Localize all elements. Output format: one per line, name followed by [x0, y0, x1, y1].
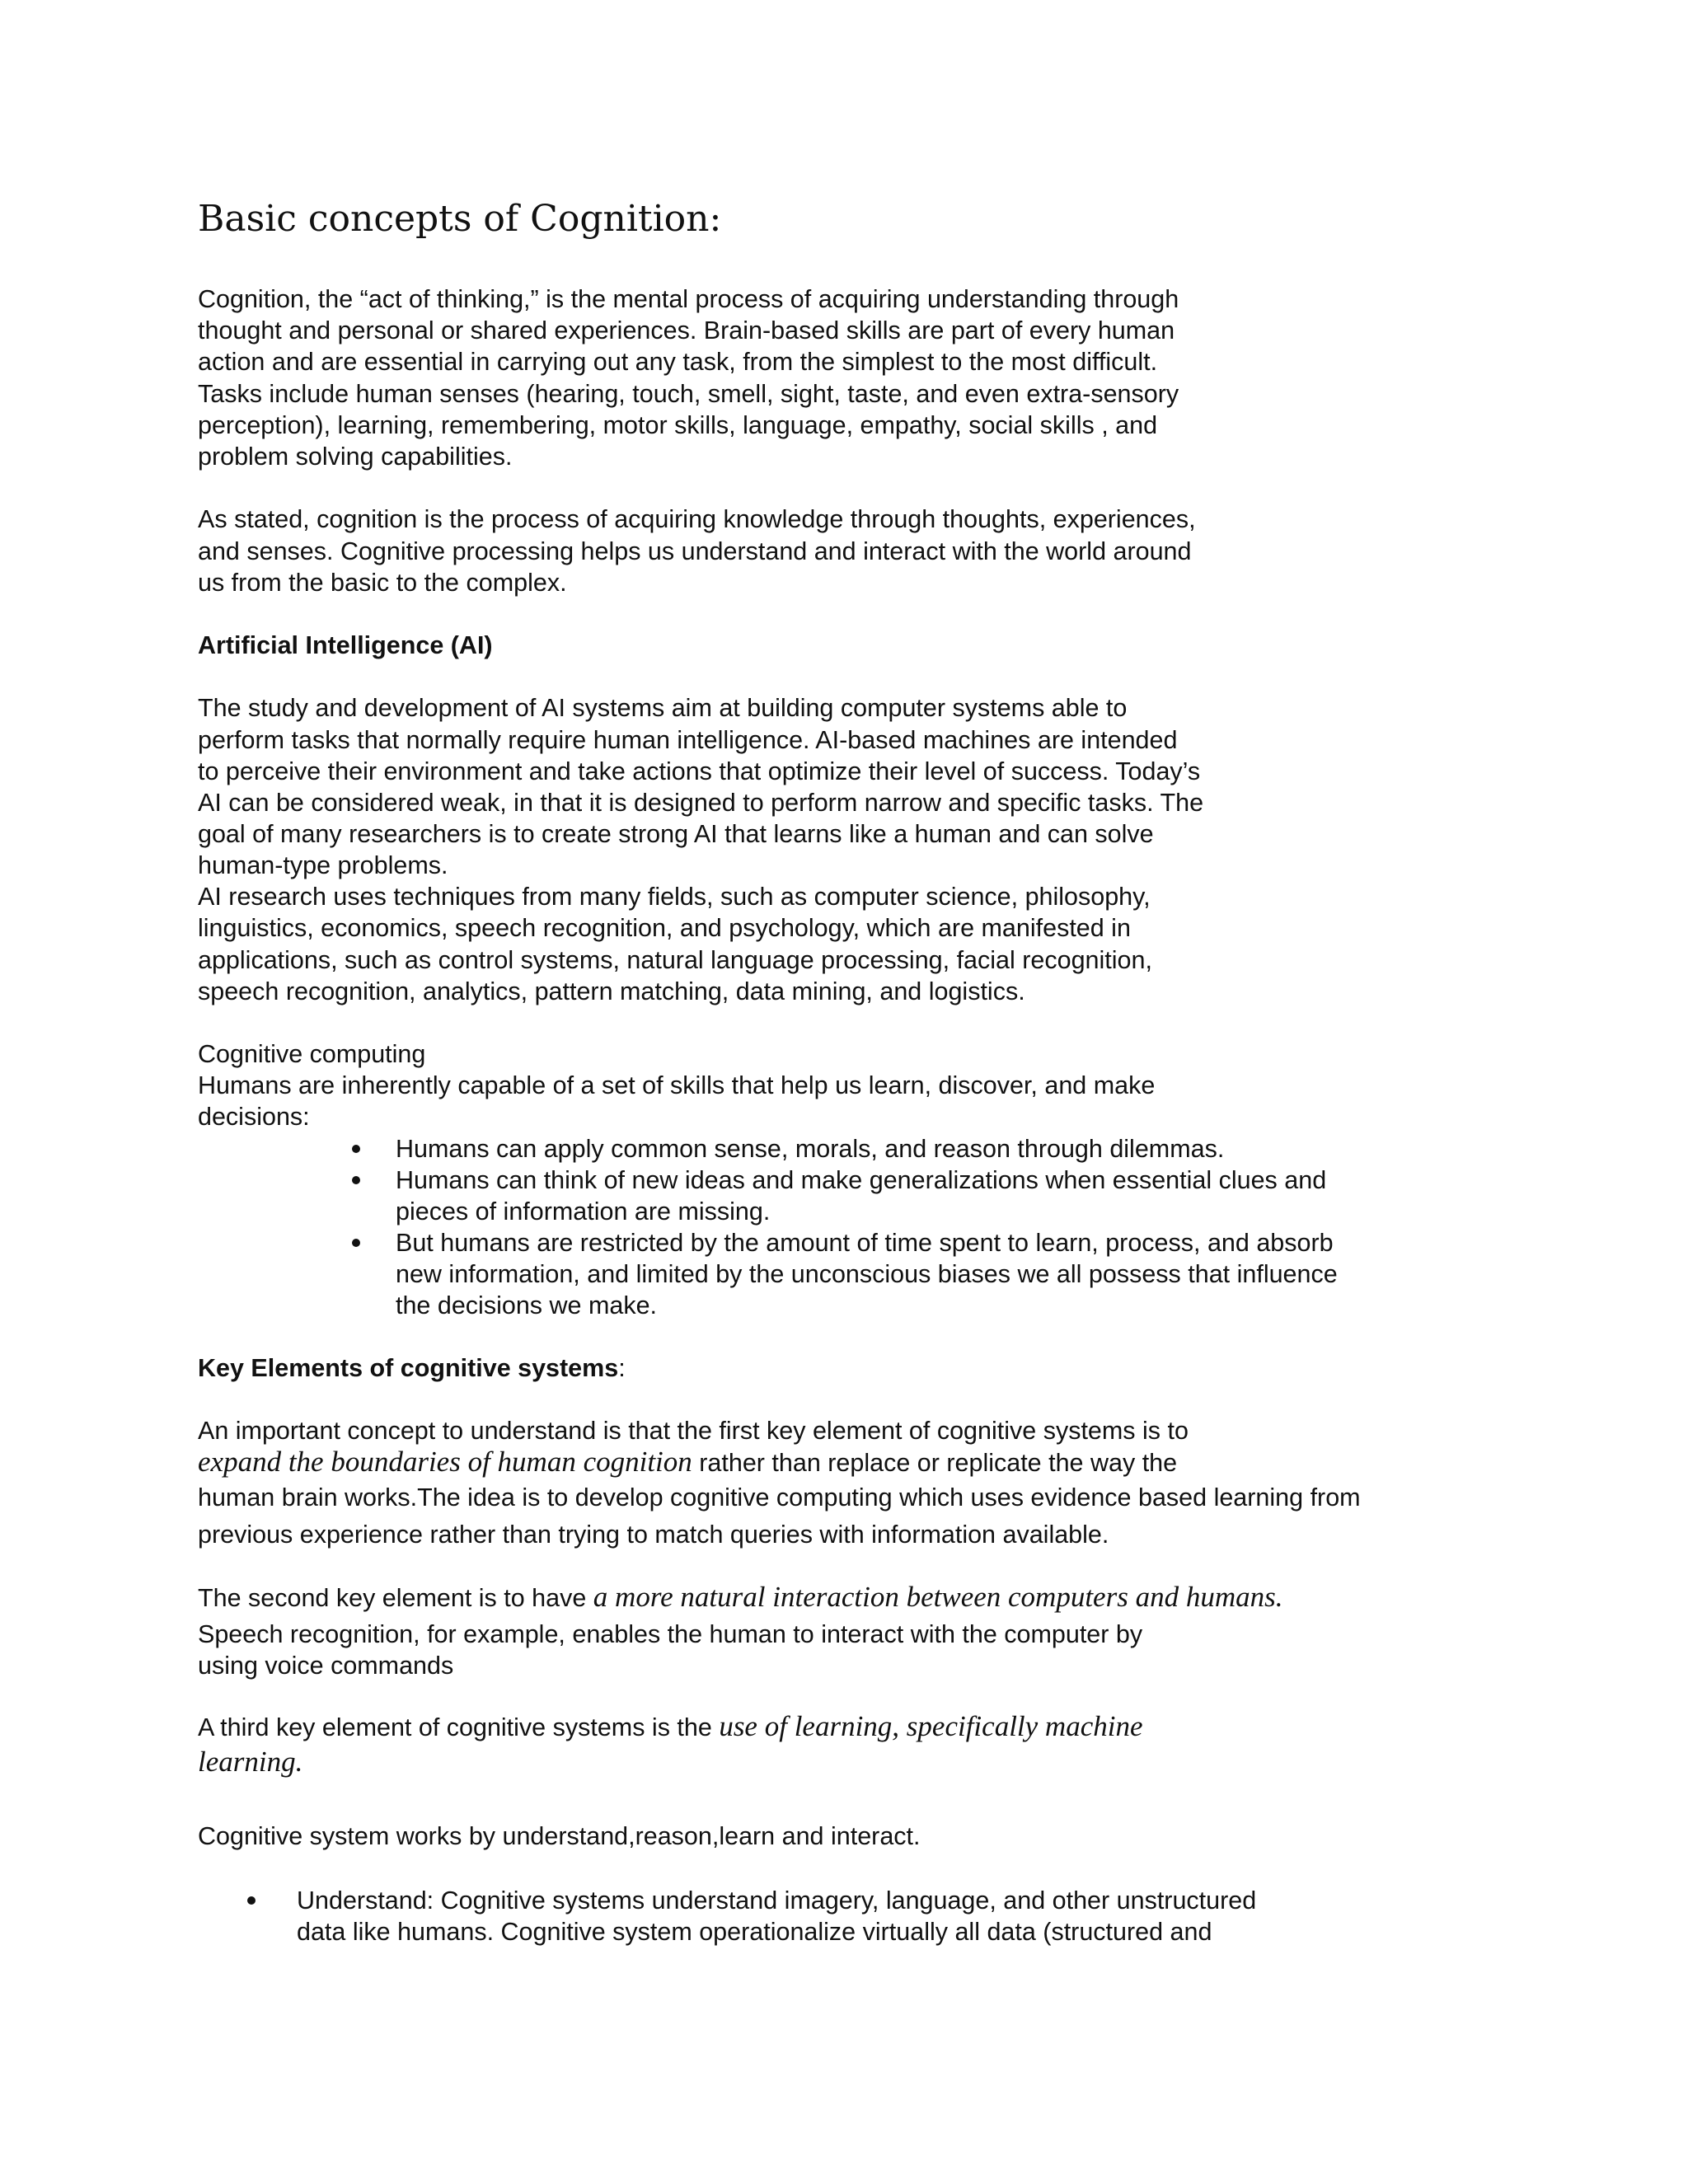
- cc-bullet-2-line-2: pieces of information are missing.: [396, 1197, 771, 1226]
- page-title: Basic concepts of Cognition:: [198, 198, 722, 240]
- intro-p1-line-1: Cognition, the “act of thinking,” is the mental process of acquiring understanding through: [198, 285, 1179, 313]
- ai-p1-line-6: human-type problems.: [198, 851, 448, 879]
- ai-p1-line-2: perform tasks that normally require human intelligence. AI-based machines are intended: [198, 726, 1178, 754]
- ke-p1-line-4: previous experience rather than trying to match queries with information available.: [198, 1521, 1109, 1549]
- ke-bullet-line-2: data like humans. Cognitive system operationalize virtually all data (structured and: [297, 1918, 1212, 1946]
- cc-bullet-2-line-1: Humans can think of new ideas and make generalizations when essential clues and: [396, 1166, 1327, 1194]
- ke-p2-line-1: [198, 1582, 1282, 1614]
- key-elements-heading-colon: :: [618, 1354, 626, 1382]
- bullet-dot-2: [352, 1176, 360, 1184]
- ke-p3-line-1-plain: A third key element of cognitive systems is the: [198, 1713, 720, 1741]
- ai-p1-line-1: The study and development of AI systems aim at building computer systems able to: [198, 694, 1128, 722]
- ai-p1-line-4: AI can be considered weak, in that it is designed to perform narrow and specific tasks. The: [198, 789, 1204, 817]
- intro-p1-line-3: action and are essential in carrying out any task, from the simplest to the most difficult.: [198, 348, 1158, 376]
- key-elements-heading: [198, 1352, 626, 1384]
- key-elements-heading-bold: Key Elements of cognitive systems: [198, 1354, 619, 1382]
- cognitive-computing-intro-line-1: Humans are inherently capable of a set of skills that help us learn, discover, and make: [198, 1071, 1156, 1099]
- ke-p3-line-1: [198, 1711, 1143, 1743]
- ke-p3-italic-learning: learning.: [198, 1746, 303, 1778]
- bullet-dot-4: [247, 1896, 256, 1905]
- ke-p1-line-3: human brain works.The idea is to develop cognitive computing which uses evidence based learning from: [198, 1483, 1361, 1511]
- cc-bullet-3-line-1: But humans are restricted by the amount of time spent to learn, process, and absorb: [396, 1229, 1334, 1257]
- bullet-dot-1: [352, 1145, 360, 1153]
- cc-bullet-3-line-3: the decisions we make.: [396, 1291, 658, 1319]
- intro-p1-line-2: thought and personal or shared experiences. Brain-based skills are part of every human: [198, 316, 1175, 344]
- intro-p2-line-3: us from the basic to the complex.: [198, 569, 567, 597]
- intro-p2-line-1: As stated, cognition is the process of acquiring knowledge through thoughts, experiences,: [198, 505, 1196, 533]
- ke-bullet-line-1: Understand: Cognitive systems understand imagery, language, and other unstructured: [297, 1886, 1257, 1915]
- intro-p1-line-4: Tasks include human senses (hearing, touch, smell, sight, taste, and even extra-sensory: [198, 380, 1179, 408]
- ke-p2-line-1-plain: The second key element is to have: [198, 1584, 593, 1612]
- ke-p2-line-2: Speech recognition, for example, enables the human to interact with the computer by: [198, 1620, 1143, 1648]
- ke-p1-line-2: [198, 1446, 1177, 1479]
- ke-p3-italic-phrase: use of learning, specifically machine: [719, 1710, 1143, 1742]
- ke-p1-line-1: An important concept to understand is that the first key element of cognitive systems is to: [198, 1417, 1189, 1445]
- ke-p2-italic-phrase: a more natural interaction between computers and humans.: [593, 1581, 1283, 1613]
- intro-p1-line-6: problem solving capabilities.: [198, 443, 513, 471]
- ai-p1-line-8: linguistics, economics, speech recognition, and psychology, which are manifested in: [198, 914, 1131, 942]
- cc-bullet-1-line-1: Humans can apply common sense, morals, and reason through dilemmas.: [396, 1135, 1225, 1163]
- cognitive-computing-intro-line-2: decisions:: [198, 1103, 310, 1131]
- cognitive-computing-heading: Cognitive computing: [198, 1040, 426, 1068]
- intro-p2-line-2: and senses. Cognitive processing helps us understand and interact with the world around: [198, 537, 1192, 565]
- ke-p2-line-3: using voice commands: [198, 1652, 454, 1680]
- ai-p1-line-7: AI research uses techniques from many fields, such as computer science, philosophy,: [198, 883, 1151, 911]
- ai-p1-line-10: speech recognition, analytics, pattern matching, data mining, and logistics.: [198, 977, 1025, 1005]
- ke-p3-line-2: [198, 1746, 302, 1779]
- ai-p1-line-5: goal of many researchers is to create strong AI that learns like a human and can solve: [198, 820, 1154, 848]
- ai-heading: Artificial Intelligence (AI): [198, 631, 493, 659]
- ke-p1-line-2-rest: rather than replace or replicate the way the: [692, 1449, 1178, 1477]
- ai-p1-line-3: to perceive their environment and take actions that optimize their level of success. Today’s: [198, 757, 1201, 785]
- ke-p1-italic-phrase: expand the boundaries of human cognition: [198, 1446, 692, 1478]
- intro-p1-line-5: perception), learning, remembering, motor skills, language, empathy, social skills , and: [198, 411, 1158, 439]
- cc-bullet-3-line-2: new information, and limited by the unconscious biases we all possess that influence: [396, 1260, 1338, 1288]
- ai-p1-line-9: applications, such as control systems, natural language processing, facial recognition,: [198, 946, 1152, 974]
- ke-p4: Cognitive system works by understand,reason,learn and interact.: [198, 1822, 921, 1850]
- bullet-dot-3: [352, 1239, 360, 1247]
